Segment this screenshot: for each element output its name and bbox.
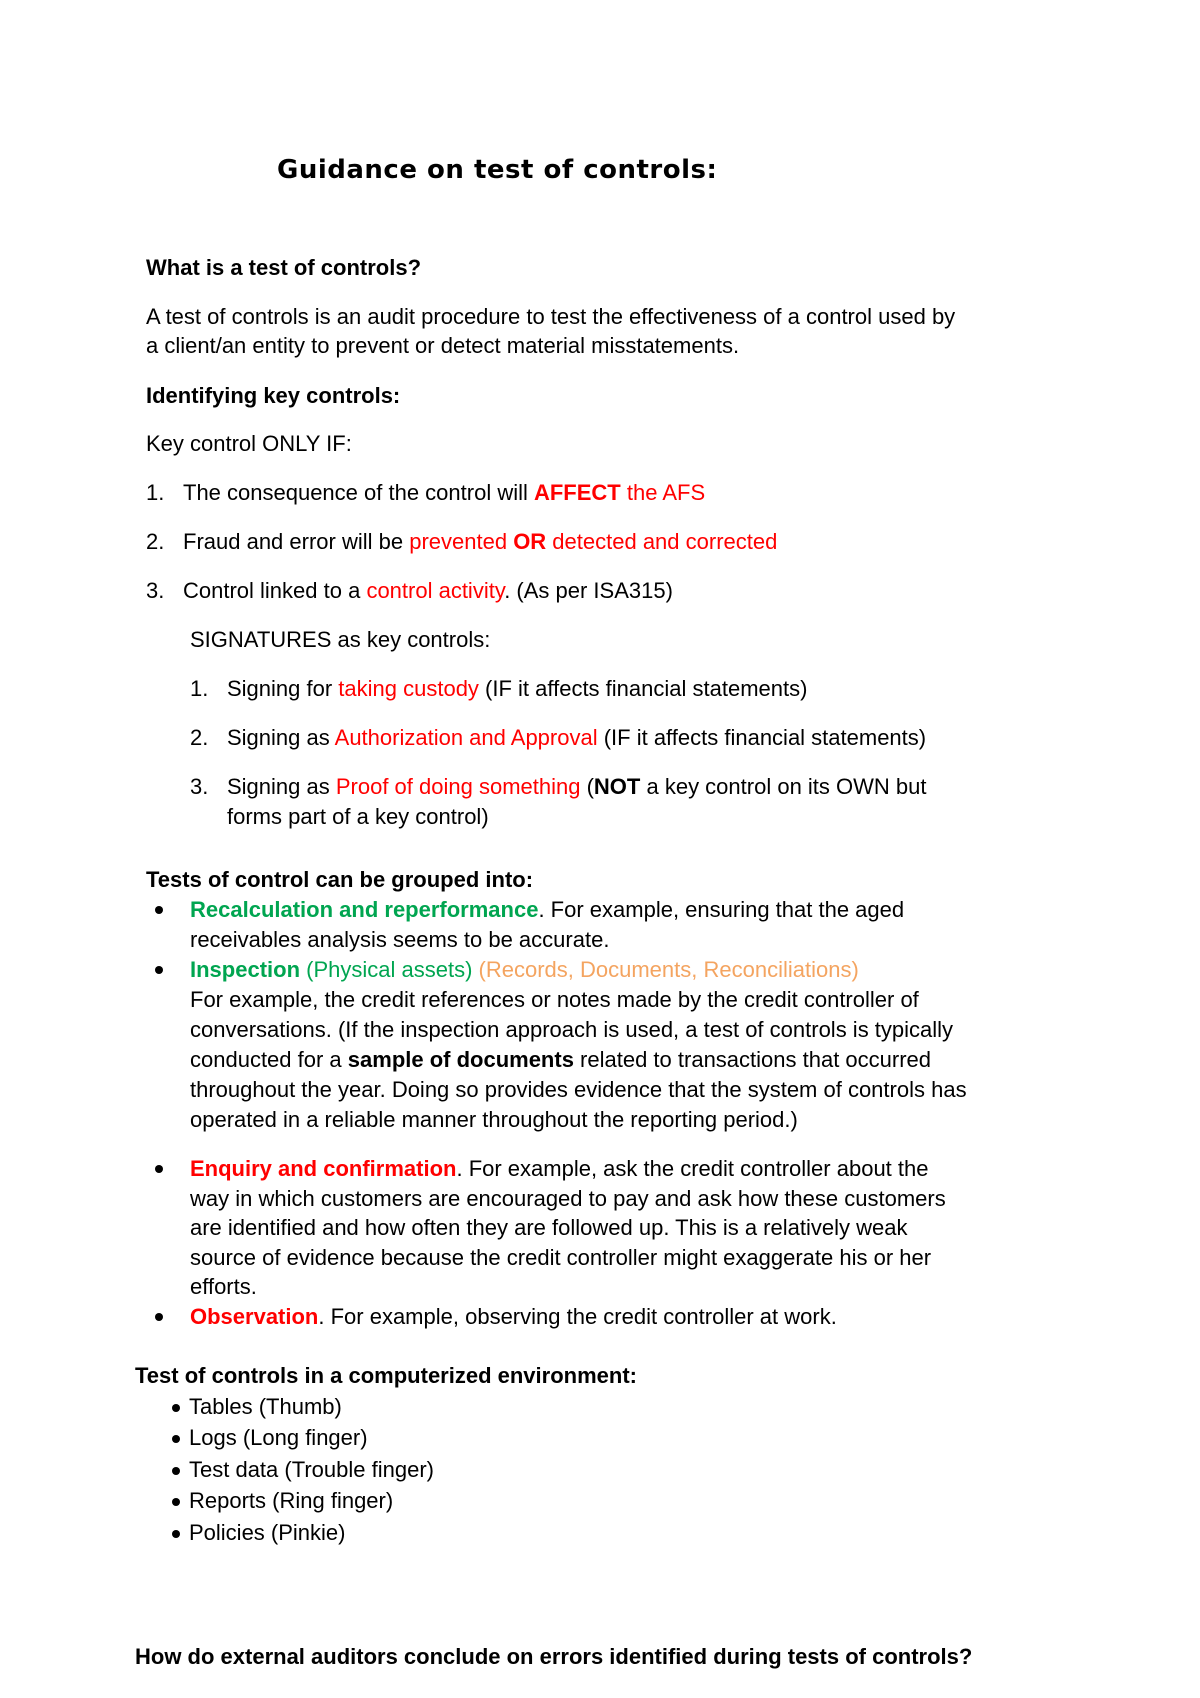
group-observation [190, 1302, 837, 1332]
page-title: Guidance on test of controls: [277, 155, 718, 185]
list-item: Policies (Pinkie) [189, 1520, 346, 1545]
item-text-line: conversations. (If the inspection approach is used, a test of controls is typically [190, 1017, 954, 1042]
highlight-control-activity: control activity [366, 578, 505, 603]
section-heading-computerized: Test of controls in a computerized environment: [135, 1363, 637, 1388]
bullet-icon [155, 1313, 163, 1321]
item-text-line: For example, the credit references or notes made by the credit controller of [190, 987, 919, 1012]
list-item [146, 527, 778, 557]
section-heading-identifying: Identifying key controls: [146, 383, 401, 408]
list-item-continuation: forms part of a key control) [227, 804, 489, 829]
item-text-tail: . (As per ISA315) [504, 578, 673, 603]
highlight-or: OR [513, 529, 547, 554]
label-records: (Records, Documents, Reconciliations) [472, 957, 859, 982]
list-number: 2. [190, 725, 209, 750]
label-physical-assets: (Physical assets) [300, 957, 473, 982]
bullet-icon [172, 1530, 180, 1538]
item-text-tail: (IF it affects financial statements) [478, 676, 808, 701]
definition-line-2: a client/an entity to prevent or detect material misstatements. [146, 333, 740, 358]
item-text-tail: a key control on its OWN but [640, 774, 927, 799]
bullet-icon [172, 1498, 180, 1506]
item-text-line: receivables analysis seems to be accurate. [190, 927, 610, 952]
group-enquiry [190, 1154, 928, 1184]
definition-line-1: A test of controls is an audit procedure to test the effectiveness of a control used by [146, 304, 956, 329]
key-control-intro: Key control ONLY IF: [146, 431, 352, 456]
list-number: 1. [190, 676, 209, 701]
list-item [190, 772, 927, 802]
item-text: . For example, observing the credit controller at work. [318, 1304, 837, 1329]
list-item [146, 576, 673, 606]
list-item: Tables (Thumb) [189, 1394, 342, 1419]
item-text: Signing as [227, 774, 336, 799]
item-text: . For example, ask the credit controller about the [456, 1156, 929, 1181]
list-item [190, 723, 927, 753]
highlight-authorization: Authorization and Approval [334, 725, 598, 750]
label-enquiry: Enquiry and confirmation [190, 1156, 457, 1181]
item-text-line: way in which customers are encouraged to pay and ask how these customers [190, 1186, 946, 1211]
highlight-afs: the AFS [620, 480, 706, 505]
item-text-line: efforts. [190, 1274, 257, 1299]
item-text-line: are identified and how often they are followed up. This is a relatively weak [190, 1215, 908, 1240]
highlight-custody: taking custody [338, 676, 479, 701]
item-text-line: operated in a reliable manner throughout the reporting period.) [190, 1107, 798, 1132]
item-text: . For example, ensuring that the aged [538, 897, 905, 922]
bullet-icon [155, 966, 163, 974]
list-item: Reports (Ring finger) [189, 1488, 394, 1513]
section-heading-conclude: How do external auditors conclude on errors identified during tests of controls? [135, 1644, 973, 1669]
bullet-icon [155, 906, 163, 914]
item-text: Control linked to a [183, 578, 367, 603]
highlight-prevented: prevented [409, 529, 514, 554]
item-text-line [190, 1045, 931, 1075]
bullet-icon [172, 1435, 180, 1443]
list-number: 2. [146, 529, 165, 554]
bullet-icon [155, 1165, 163, 1173]
highlight-proof: Proof of doing something [335, 774, 581, 799]
highlight-detected: detected and corrected [546, 529, 778, 554]
list-number: 3. [190, 774, 209, 799]
list-number: 3. [146, 578, 165, 603]
list-item: Logs (Long finger) [189, 1425, 368, 1450]
item-text-line: source of evidence because the credit controller might exaggerate his or her [190, 1245, 932, 1270]
item-text: ( [580, 774, 594, 799]
item-text: Signing for [227, 676, 339, 701]
item-text: Signing as [227, 725, 335, 750]
label-inspection: Inspection [190, 957, 301, 982]
item-text-line: throughout the year. Doing so provides evidence that the system of controls has [190, 1077, 967, 1102]
bullet-icon [172, 1404, 180, 1412]
signatures-heading: SIGNATURES as key controls: [190, 627, 491, 652]
label-recalculation: Recalculation and reperformance [190, 897, 539, 922]
section-heading-what-is: What is a test of controls? [146, 255, 422, 280]
highlight-affect: AFFECT [533, 480, 621, 505]
list-item: Test data (Trouble finger) [189, 1457, 434, 1482]
list-item [146, 478, 706, 508]
highlight-sample: sample of documents [347, 1047, 574, 1072]
item-text: The consequence of the control will [183, 480, 534, 505]
list-item [190, 674, 808, 704]
label-observation: Observation [190, 1304, 319, 1329]
item-text-tail: (IF it affects financial statements) [597, 725, 927, 750]
item-text: Fraud and error will be [183, 529, 410, 554]
group-recalculation [190, 895, 904, 925]
item-text: related to transactions that occurred [573, 1047, 932, 1072]
section-heading-grouped: Tests of control can be grouped into: [146, 867, 534, 892]
list-number: 1. [146, 480, 165, 505]
group-inspection [190, 955, 859, 985]
item-text: conducted for a [190, 1047, 348, 1072]
bullet-icon [172, 1467, 180, 1475]
highlight-not: NOT [593, 774, 641, 799]
